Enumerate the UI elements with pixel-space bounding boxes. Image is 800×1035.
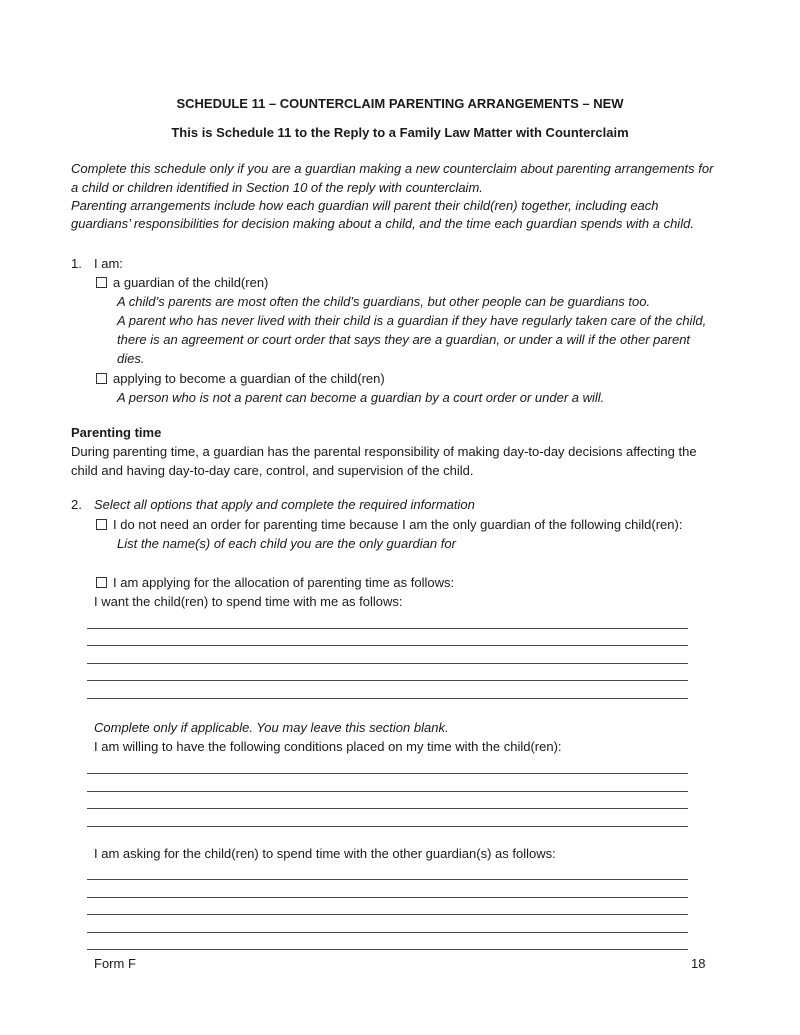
other-guardian-label: I am asking for the child(ren) to spend time with the other guardian(s) as follows:	[94, 846, 556, 861]
want-time-label: I want the child(ren) to spend time with me as follows:	[94, 594, 403, 609]
q2-opt1-help: List the name(s) of each child you are the only guardian for	[117, 536, 456, 551]
q2-number: 2.	[71, 497, 82, 512]
answer-line[interactable]	[87, 645, 688, 646]
q2-instruction: Select all options that apply and complete the required information	[94, 497, 475, 512]
q2-option-allocation-label: I am applying for the allocation of parenting time as follows:	[113, 575, 455, 590]
schedule-subtitle: This is Schedule 11 to the Reply to a Family Law Matter with Counterclaim	[171, 125, 629, 140]
schedule-title: SCHEDULE 11 – COUNTERCLAIM PARENTING ARRANGEMENTS – NEW	[176, 96, 624, 111]
conditions-label: I am willing to have the following conditions placed on my time with the child(ren):	[94, 739, 562, 754]
parenting-time-line-2: child and having day-to-day care, control, and supervision of the child.	[71, 463, 474, 478]
q1-option-applying[interactable]	[96, 371, 385, 386]
q1-opt1-help-4: dies.	[117, 351, 145, 366]
q1-opt2-help: A person who is not a parent can become a guardian by a court order or under a will.	[117, 390, 605, 405]
q1-opt1-help-1: A child’s parents are most often the child’s guardians, but other people can be guardians too.	[117, 294, 651, 309]
q1-option-guardian-label: a guardian of the child(ren)	[113, 275, 269, 290]
footer-form-name: Form F	[94, 956, 136, 971]
intro-line-3: Parenting arrangements include how each guardian will parent their child(ren) together, including each	[71, 198, 659, 213]
answer-line[interactable]	[87, 897, 688, 898]
answer-line[interactable]	[87, 680, 688, 681]
intro-line-4: guardians’ responsibilities for decision making about a child, and the time each guardian spends with a child.	[71, 216, 694, 231]
q2-option-allocation[interactable]	[96, 575, 454, 590]
conditions-instruction: Complete only if applicable. You may leave this section blank.	[94, 720, 449, 735]
q2-option-only-guardian[interactable]	[96, 517, 682, 532]
q2-option-only-guardian-label: I do not need an order for parenting time because I am the only guardian of the following child(ren):	[113, 517, 683, 532]
answer-line[interactable]	[87, 628, 688, 629]
q1-number: 1.	[71, 256, 82, 271]
checkbox-only-guardian[interactable]	[96, 519, 107, 530]
answer-line[interactable]	[87, 791, 688, 792]
page-number: 18	[691, 956, 706, 971]
q1-opt1-help-2: A parent who has never lived with their child is a guardian if they have regularly taken care of the child,	[117, 313, 707, 328]
parenting-time-line-1: During parenting time, a guardian has the parental responsibility of making day-to-day decisions affecting the	[71, 444, 697, 459]
answer-line[interactable]	[87, 879, 688, 880]
checkbox-guardian[interactable]	[96, 277, 107, 288]
answer-line[interactable]	[87, 826, 688, 827]
checkbox-allocation[interactable]	[96, 577, 107, 588]
q1-option-applying-label: applying to become a guardian of the child(ren)	[113, 371, 385, 386]
answer-line[interactable]	[87, 932, 688, 933]
answer-line[interactable]	[87, 663, 688, 664]
parenting-time-heading: Parenting time	[71, 425, 162, 440]
intro-line-1: Complete this schedule only if you are a guardian making a new counterclaim about parenting arrangements for	[71, 161, 714, 176]
answer-line[interactable]	[87, 698, 688, 699]
q1-option-guardian[interactable]	[96, 275, 268, 290]
answer-line[interactable]	[87, 914, 688, 915]
q1-label: I am:	[94, 256, 123, 271]
checkbox-applying[interactable]	[96, 373, 107, 384]
answer-line[interactable]	[87, 808, 688, 809]
q1-opt1-help-3: there is an agreement or court order that says they are a guardian, or under a will if the other parent	[117, 332, 691, 347]
answer-line[interactable]	[87, 773, 688, 774]
intro-line-2: a child or children identified in Section 10 of the reply with counterclaim.	[71, 180, 483, 195]
answer-line[interactable]	[87, 949, 688, 950]
